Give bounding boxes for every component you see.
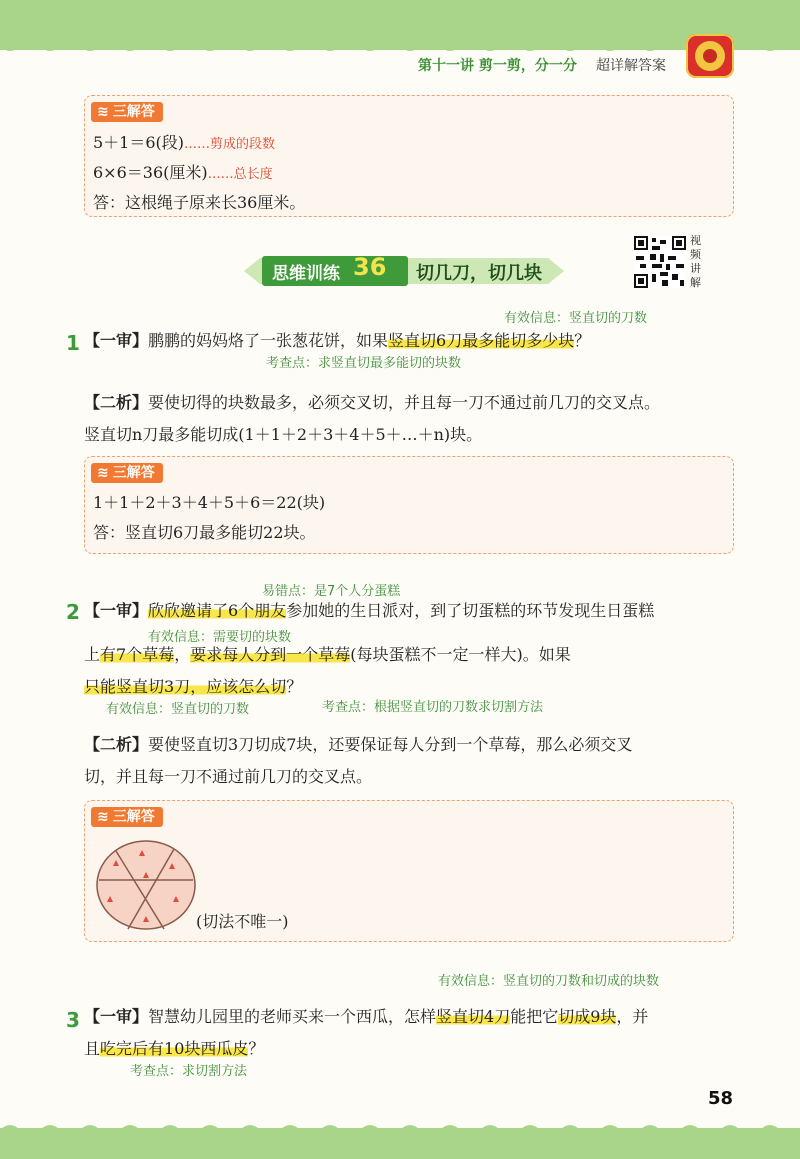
answer-box-top — [84, 95, 734, 217]
q3-number: 3 — [66, 1008, 80, 1032]
q3-highlight-2: 切成9块 — [558, 1007, 617, 1026]
diagram-caption: (切法不唯一) — [196, 912, 289, 931]
q3-highlight-3: 吃完后有10块西瓜皮 — [100, 1039, 249, 1058]
answer-tag: ≋ 三解答 — [91, 102, 163, 122]
q2-highlight-2: 有7个草莓 — [100, 645, 175, 664]
answer-line-2: 6×6＝36(厘米)……总长度 — [93, 163, 273, 182]
q1-number: 1 — [66, 331, 80, 355]
q1-highlight-2: 最多能切多少块 — [462, 331, 575, 350]
q2-highlight-3: 要求每人分到一个草莓 — [190, 645, 351, 664]
wave-icon: ≋ — [97, 465, 109, 481]
q3-highlight-1: 竖直切4刀 — [436, 1007, 511, 1026]
q3-text-line-1: 【一审】智慧幼儿园里的老师买来一个西瓜，怎样竖直切4刀能把它切成9块，并 — [84, 1007, 649, 1026]
banner-tag: 思维训练 — [272, 264, 340, 284]
banner-title: 切几刀，切几块 — [416, 263, 542, 284]
cake-cut-diagram — [94, 838, 198, 932]
q2-highlight-5: ，应该怎么切 — [190, 677, 287, 696]
q1-note-top: 有效信息：竖直切的刀数 — [504, 311, 648, 326]
banner-number: 36 — [353, 253, 387, 281]
q2-note-mid: 有效信息：需要切的块数 — [148, 630, 292, 645]
q2-text-line-3: 只能竖直切3刀，应该怎么切？ — [84, 677, 303, 696]
answer-tag: ≋ 三解答 — [91, 463, 163, 483]
q1-highlight-1: 竖直切6刀 — [388, 331, 463, 350]
q3-text-line-2: 且吃完后有10块西瓜皮？ — [84, 1039, 265, 1058]
wave-icon: ≋ — [97, 809, 109, 825]
q1-answer-line-1: 1＋1＋2＋3＋4＋5＋6＝22(块) — [93, 493, 326, 512]
q3-note-top: 有效信息：竖直切的刀数和切成的块数 — [438, 974, 660, 989]
answer-tag: ≋ 三解答 — [91, 807, 163, 827]
q3-note-bottom: 考查点：求切割方法 — [130, 1064, 248, 1079]
qr-label: 视频讲解 — [690, 234, 701, 289]
lecture-title: 第十一讲 剪一剪，分一分 — [418, 58, 577, 74]
q2-highlight-1: 欣欣邀请了6个朋友 — [148, 601, 287, 620]
q2-number: 2 — [66, 600, 80, 624]
answer-box-q1 — [84, 456, 734, 554]
brand-logo — [686, 34, 734, 78]
q2-note-bottom-2: 考查点：根据竖直切的刀数求切割方法 — [322, 700, 544, 715]
q2-note-bottom-1: 有效信息：竖直切的刀数 — [106, 702, 250, 717]
page-number: 58 — [708, 1088, 734, 1109]
q1-analysis-line-2: 竖直切n刀最多能切成(1＋1＋2＋3＋4＋5＋…＋n)块。 — [84, 425, 483, 444]
page-header — [0, 50, 800, 90]
q2-text-line-1: 【一审】欣欣邀请了6个朋友参加她的生日派对，到了切蛋糕的环节发现生日蛋糕 — [84, 601, 655, 620]
q2-note-top: 易错点：是7个人分蛋糕 — [262, 584, 401, 599]
q1-note-bottom: 考查点：求竖直切最多能切的块数 — [266, 356, 462, 371]
q1-text: 【一审】鹏鹏的妈妈烙了一张葱花饼，如果竖直切6刀最多能切多少块？ — [84, 331, 591, 350]
q2-analysis-line-1: 【二析】要使竖直切3刀切成7块，还要保证每人分到一个草莓，那么必须交叉 — [84, 735, 633, 754]
qr-code-icon — [634, 236, 686, 288]
answer-line-3: 答：这根绳子原来长36厘米。 — [93, 193, 306, 212]
section-banner — [244, 254, 564, 286]
wave-icon: ≋ — [97, 104, 109, 120]
q2-text-line-2: 上有7个草莓，要求每人分到一个草莓(每块蛋糕不一定一样大)。如果 — [84, 645, 571, 664]
answer-line-1: 5＋1＝6(段)……剪成的段数 — [93, 133, 276, 152]
header-subtitle: 超详解答案 — [596, 58, 666, 74]
bottom-decor-band — [0, 1128, 800, 1159]
q2-highlight-4: 只能竖直切3刀 — [84, 677, 191, 696]
q2-analysis-line-2: 切，并且每一刀不通过前几刀的交叉点。 — [84, 767, 373, 786]
q1-analysis-line-1: 【二析】要使切得的块数最多，必须交叉切，并且每一刀不通过前几刀的交叉点。 — [84, 393, 661, 412]
q1-answer-line-2: 答：竖直切6刀最多能切22块。 — [93, 523, 316, 542]
